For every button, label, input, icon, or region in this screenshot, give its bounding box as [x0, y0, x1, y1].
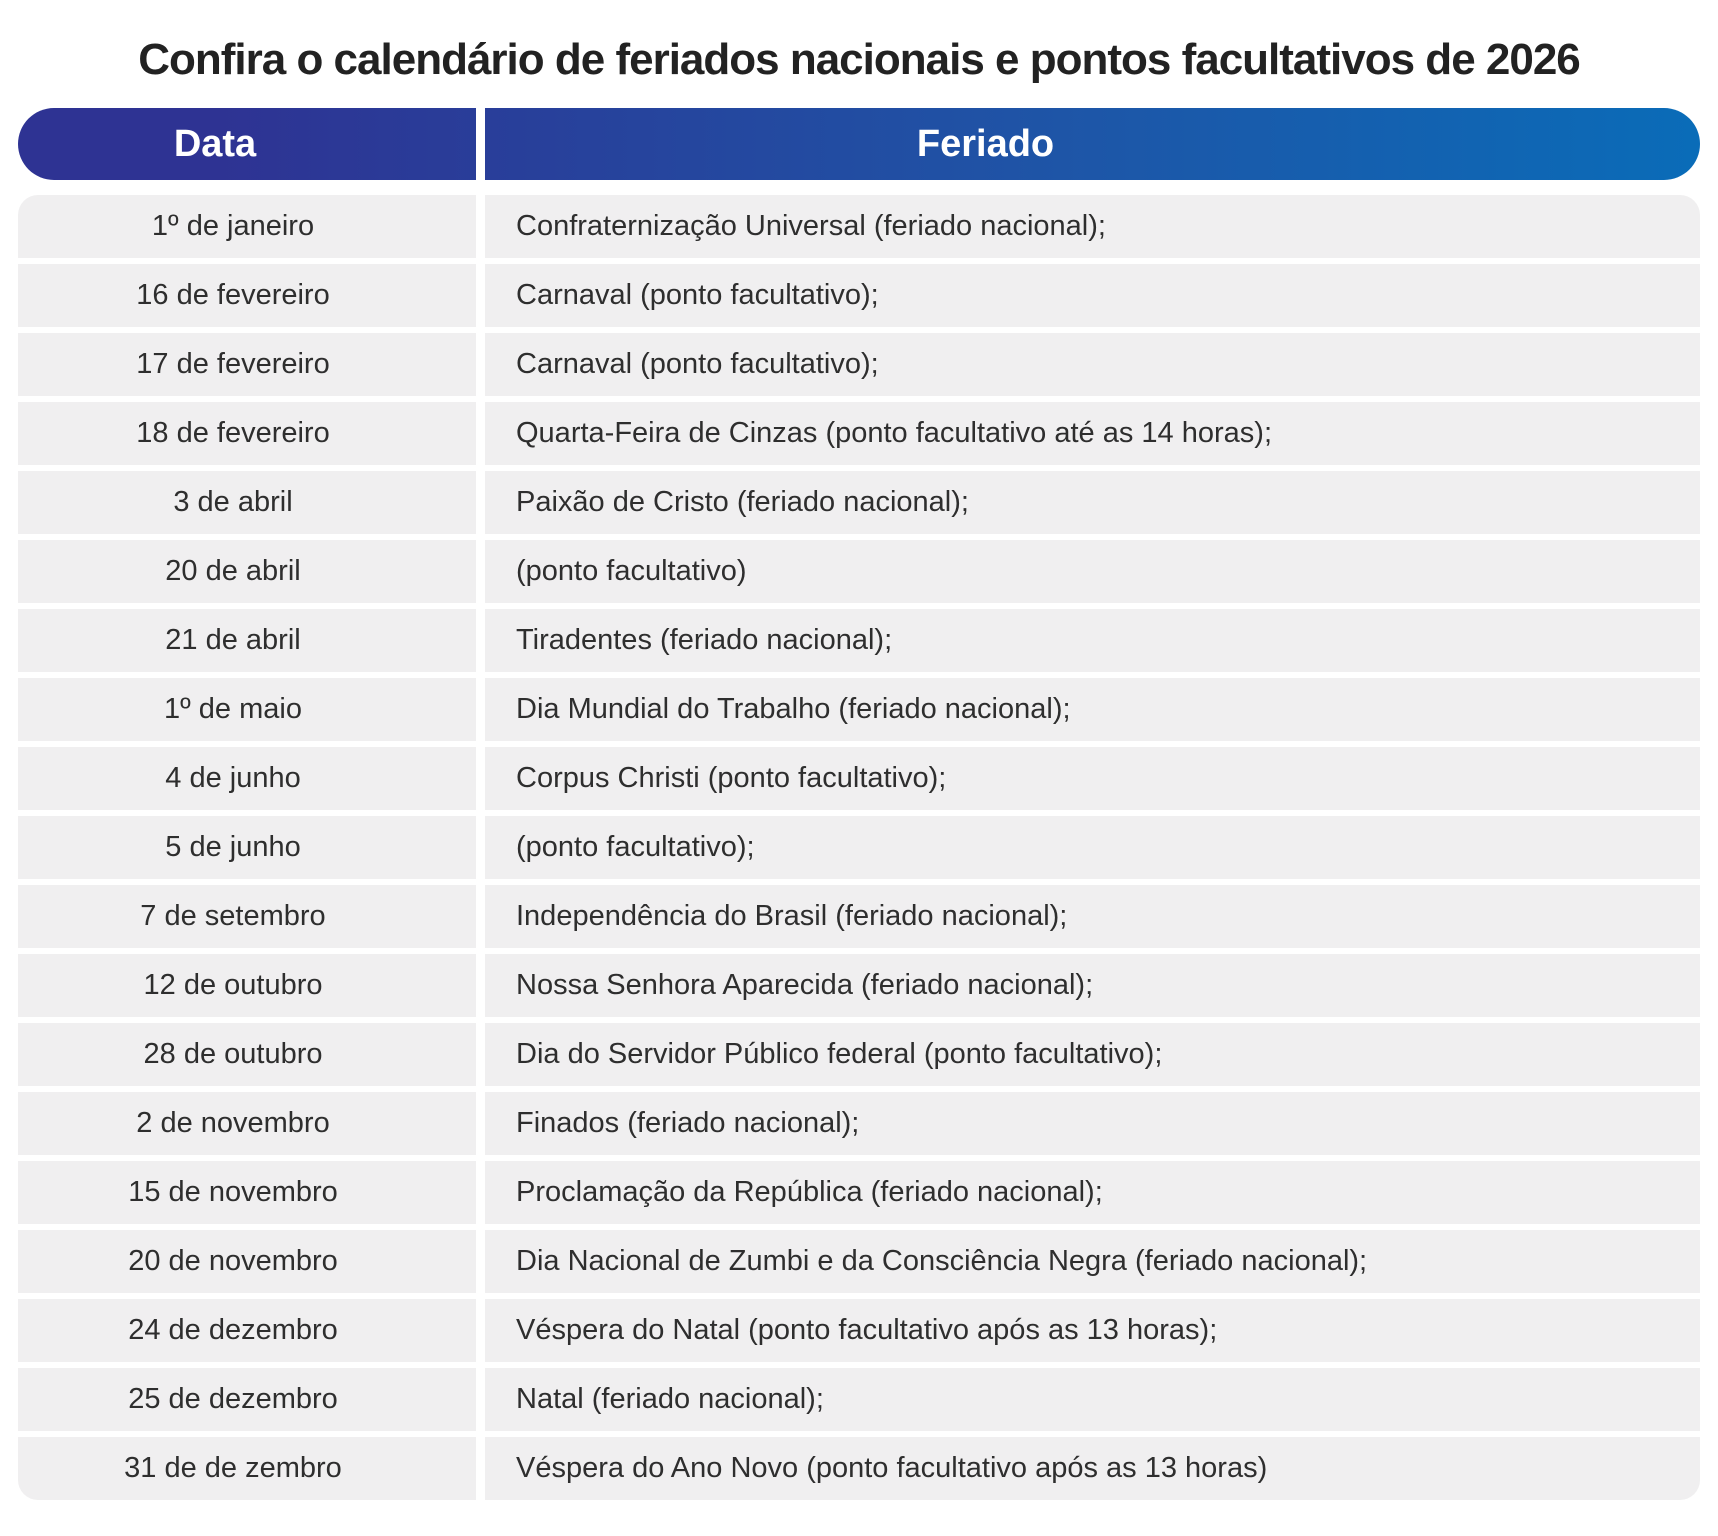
holiday-cell: Carnaval (ponto facultativo); — [485, 264, 1700, 327]
date-cell: 1º de maio — [18, 678, 476, 741]
holiday-cell: Independência do Brasil (feriado nacional); — [485, 885, 1700, 948]
holiday-cell: Confraternização Universal (feriado nacional); — [485, 195, 1700, 258]
column-divider — [476, 1299, 485, 1362]
holiday-cell: Véspera do Natal (ponto facultativo após as 13 horas); — [485, 1299, 1700, 1362]
table-row — [18, 402, 1700, 465]
table-row — [18, 885, 1700, 948]
column-divider — [476, 402, 485, 465]
date-cell: 24 de dezembro — [18, 1299, 476, 1362]
column-divider — [476, 747, 485, 810]
date-cell: 2 de novembro — [18, 1092, 476, 1155]
table-row — [18, 747, 1700, 810]
table-row — [18, 333, 1700, 396]
holiday-cell: Paixão de Cristo (feriado nacional); — [485, 471, 1700, 534]
column-divider — [476, 1161, 485, 1224]
date-cell: 20 de novembro — [18, 1230, 476, 1293]
table-row — [18, 1368, 1700, 1431]
table-row — [18, 471, 1700, 534]
holiday-cell: Véspera do Ano Novo (ponto facultativo após as 13 horas) — [485, 1437, 1700, 1500]
date-cell: 28 de outubro — [18, 1023, 476, 1086]
column-divider — [476, 540, 485, 603]
column-divider — [476, 195, 485, 258]
date-cell: 12 de outubro — [18, 954, 476, 1017]
column-divider — [476, 264, 485, 327]
column-divider — [476, 333, 485, 396]
table-row — [18, 1437, 1700, 1500]
table-row — [18, 1161, 1700, 1224]
holiday-cell: Finados (feriado nacional); — [485, 1092, 1700, 1155]
date-cell: 15 de novembro — [18, 1161, 476, 1224]
holiday-cell: Natal (feriado nacional); — [485, 1368, 1700, 1431]
date-cell: 31 de de zembro — [18, 1437, 476, 1500]
holiday-cell: Tiradentes (feriado nacional); — [485, 609, 1700, 672]
page-title: Confira o calendário de feriados nacionais e pontos facultativos de 2026 — [138, 35, 1580, 84]
table-row — [18, 1023, 1700, 1086]
holiday-cell: Carnaval (ponto facultativo); — [485, 333, 1700, 396]
column-divider — [476, 1023, 485, 1086]
date-cell: 20 de abril — [18, 540, 476, 603]
holiday-cell: (ponto facultativo) — [485, 540, 1700, 603]
table-row — [18, 264, 1700, 327]
table-header-row — [18, 108, 1700, 180]
date-cell: 7 de setembro — [18, 885, 476, 948]
table-row — [18, 816, 1700, 879]
column-divider — [476, 1368, 485, 1431]
holidays-table — [18, 108, 1700, 1500]
date-cell: 17 de fevereiro — [18, 333, 476, 396]
table-row — [18, 954, 1700, 1017]
column-divider — [476, 1092, 485, 1155]
column-header-data: Data — [173, 122, 257, 165]
table-row — [18, 195, 1700, 258]
column-divider — [476, 954, 485, 1017]
holiday-cell: Dia Mundial do Trabalho (feriado nacional); — [485, 678, 1700, 741]
date-cell: 18 de fevereiro — [18, 402, 476, 465]
holiday-cell: Proclamação da República (feriado nacional); — [485, 1161, 1700, 1224]
column-divider — [476, 1437, 485, 1500]
column-divider — [476, 816, 485, 879]
column-divider — [476, 471, 485, 534]
holiday-cell: Corpus Christi (ponto facultativo); — [485, 747, 1700, 810]
table-row — [18, 1230, 1700, 1293]
holiday-calendar-infographic — [18, 0, 1700, 1528]
column-header-feriado: Feriado — [916, 122, 1055, 165]
column-divider — [476, 678, 485, 741]
date-cell: 16 de fevereiro — [18, 264, 476, 327]
table-row — [18, 1092, 1700, 1155]
column-divider — [476, 885, 485, 948]
table-row — [18, 609, 1700, 672]
holiday-cell: Quarta-Feira de Cinzas (ponto facultativo até as 14 horas); — [485, 402, 1700, 465]
table-body — [18, 195, 1700, 1500]
column-divider — [476, 1230, 485, 1293]
holiday-cell: Dia Nacional de Zumbi e da Consciência Negra (feriado nacional); — [485, 1230, 1700, 1293]
date-cell: 3 de abril — [18, 471, 476, 534]
holiday-cell: (ponto facultativo); — [485, 816, 1700, 879]
table-row — [18, 540, 1700, 603]
date-cell: 1º de janeiro — [18, 195, 476, 258]
holiday-cell: Nossa Senhora Aparecida (feriado nacional); — [485, 954, 1700, 1017]
column-divider — [476, 609, 485, 672]
header-column-divider — [476, 108, 485, 180]
holiday-cell: Dia do Servidor Público federal (ponto facultativo); — [485, 1023, 1700, 1086]
date-cell: 25 de dezembro — [18, 1368, 476, 1431]
table-row — [18, 678, 1700, 741]
date-cell: 4 de junho — [18, 747, 476, 810]
table-row — [18, 1299, 1700, 1362]
date-cell: 5 de junho — [18, 816, 476, 879]
date-cell: 21 de abril — [18, 609, 476, 672]
